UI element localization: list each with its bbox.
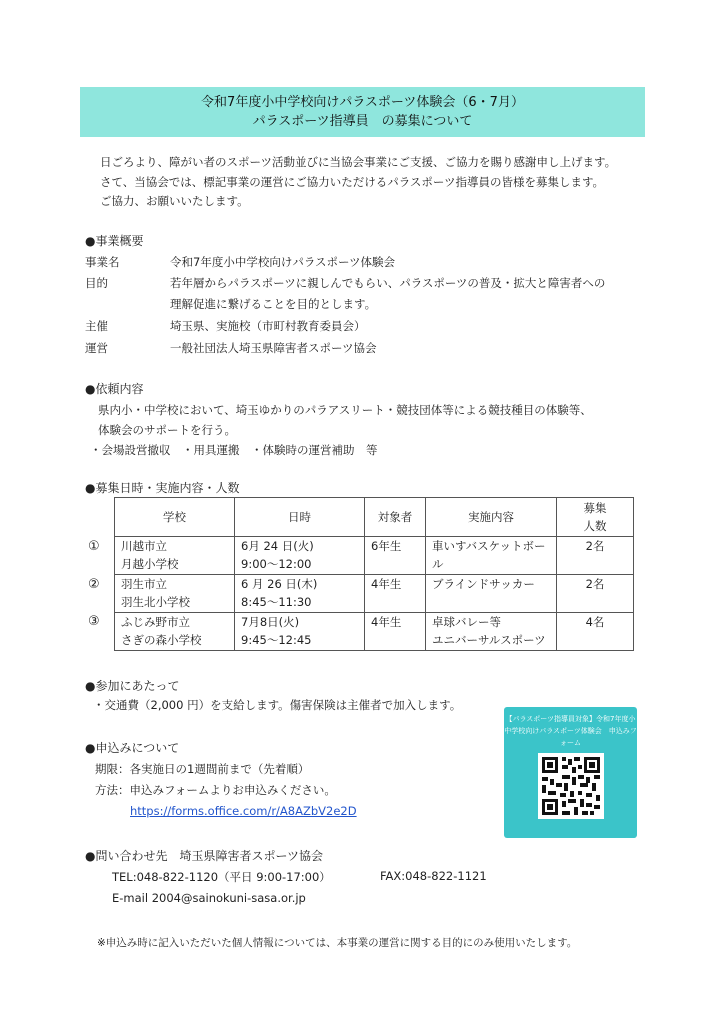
intro-line: さて、当協会では、標記事業の運営にご協力いただけるパラスポーツ指導員の皆様を募集します。	[100, 174, 605, 189]
table-row	[115, 613, 634, 651]
qr-panel	[504, 707, 637, 838]
intro-paragraph	[100, 153, 616, 212]
overview-value: 若年層からパラスポーツに親しんでもらい、パラスポーツの普及・拡大と障害者への	[170, 276, 606, 290]
column-header-line: 人数	[583, 519, 607, 533]
target-cell: 6年生	[365, 537, 426, 575]
school-city: 川越市立	[121, 539, 167, 553]
column-header	[557, 498, 634, 537]
application-method: 方法：申込みフォームよりお申込みください。	[95, 783, 336, 797]
request-line: 県内小・中学校において、埼玉ゆかりのパラアスリート・競技団体等による競技種目の体験等、	[98, 403, 592, 417]
time: 9:45～12:45	[241, 633, 312, 647]
qr-caption: 【パラスポーツ指導員対象】令和7年度小中学校向けパラスポーツ体験会 申込みフォーム	[504, 715, 637, 747]
school-cell	[115, 537, 235, 575]
column-header-line: 募集	[583, 501, 607, 515]
title-line-1: 令和7年度小中学校向けパラスポーツ体験会（6・7月）	[201, 95, 524, 110]
schedule-table	[114, 497, 634, 651]
contact-tel: TEL:048-822-1120（平日 9:00-17:00）	[112, 870, 331, 884]
request-line: 体験会のサポートを行う。	[98, 423, 236, 437]
row-number: ②	[88, 577, 100, 592]
participation-heading: ●参加にあたって	[85, 679, 180, 693]
contact-fax: FAX:048-822-1121	[380, 869, 487, 883]
content: 卓球バレー等	[432, 615, 501, 629]
application-link-row	[130, 804, 357, 818]
overview-label: 目的	[85, 276, 108, 290]
school-city: 羽生市立	[121, 577, 167, 591]
overview-label: 主催	[85, 319, 108, 333]
intro-line: 日ごろより、障がい者のスポーツ活動並びに当協会事業にご支援、ご協力を賜り感謝申し上げます。	[100, 155, 617, 169]
contact-heading: ●問い合わせ先 埼玉県障害者スポーツ協会	[85, 849, 323, 863]
time: 8:45～11:30	[241, 595, 312, 609]
row-number: ③	[88, 614, 100, 629]
title-banner	[80, 87, 645, 137]
date: 6 月 26 日(木)	[241, 577, 318, 591]
request-line: ・会場設営撤収 ・用具運搬 ・体験時の運営補助 等	[90, 443, 378, 457]
application-deadline: 期限：各実施日の1週間前まで（先着順）	[95, 762, 310, 776]
title-line-2: パラスポーツ指導員 の募集について	[252, 114, 473, 129]
application-form-link[interactable]: https://forms.office.com/r/A8AZbV2e2D	[130, 804, 357, 818]
content: 車いすバスケットボール	[432, 539, 546, 571]
content-sub: ユニバーサルスポーツ	[432, 633, 546, 647]
count-cell: 2名	[557, 575, 634, 613]
overview-value: 一般社団法人埼玉県障害者スポーツ協会	[170, 341, 377, 355]
column-header: 実施内容	[426, 498, 557, 537]
request-list	[90, 400, 592, 460]
target-cell: 4年生	[365, 613, 426, 651]
school-city: ふじみ野市立	[121, 615, 190, 629]
content: ブラインドサッカー	[432, 577, 535, 591]
overview-value: 理解促進に繋げることを目的とします。	[170, 297, 377, 311]
column-header: 対象者	[365, 498, 426, 537]
column-header: 学校	[115, 498, 235, 537]
overview-label: 運営	[85, 341, 108, 355]
schedule-heading: ●募集日時・実施内容・人数	[85, 481, 240, 495]
table-header-row	[115, 498, 634, 537]
overview-value: 令和7年度小中学校向けパラスポーツ体験会	[170, 255, 396, 269]
count-cell: 4名	[557, 613, 634, 651]
contact-email: E-mail 2004@sainokuni-sasa.or.jp	[112, 891, 306, 905]
request-heading: ●依頼内容	[85, 382, 144, 396]
intro-line: ご協力、お願いいたします。	[100, 194, 249, 208]
date-cell	[235, 537, 365, 575]
overview-heading: ●事業概要	[85, 234, 144, 248]
column-header: 日時	[235, 498, 365, 537]
qr-code-graphic	[538, 753, 604, 819]
content-cell	[426, 575, 557, 613]
school-cell	[115, 575, 235, 613]
qr-code-icon[interactable]	[538, 753, 604, 819]
privacy-footnote: ※申込み時に記入いただいた個人情報については、本事業の運営に関する目的にのみ使用いたします。	[97, 937, 578, 949]
count-cell: 2名	[557, 537, 634, 575]
school-name: 月越小学校	[121, 557, 179, 571]
time: 9:00～12:00	[241, 557, 312, 571]
application-heading: ●申込みについて	[85, 741, 180, 755]
target-cell: 4年生	[365, 575, 426, 613]
date: 7月8日(火)	[241, 615, 300, 629]
content-cell	[426, 613, 557, 651]
row-number: ①	[88, 539, 100, 554]
table-row	[115, 537, 634, 575]
date-cell	[235, 575, 365, 613]
date: 6月 24 日(火)	[241, 539, 314, 553]
school-name: さぎの森小学校	[121, 633, 202, 647]
date-cell	[235, 613, 365, 651]
school-name: 羽生北小学校	[121, 595, 190, 609]
table-row	[115, 575, 634, 613]
content-cell	[426, 537, 557, 575]
overview-value: 埼玉県、実施校（市町村教育委員会）	[170, 319, 366, 333]
school-cell	[115, 613, 235, 651]
overview-label: 事業名	[85, 255, 120, 269]
participation-text: ・交通費（2,000 円）を支給します。傷害保険は主催者で加入します。	[93, 698, 462, 712]
